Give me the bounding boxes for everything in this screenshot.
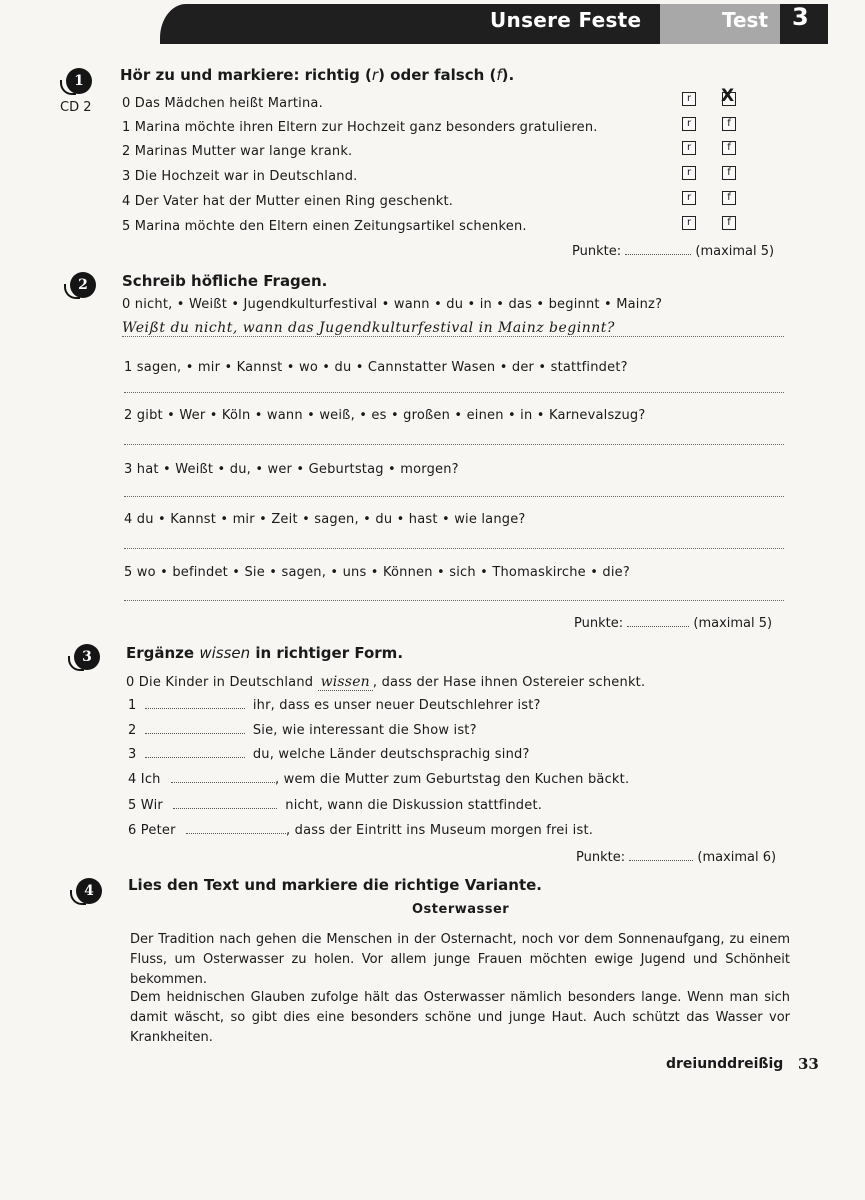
ex3-item-4: 4 Ich , wem die Mutter zum Geburtstag den Kuchen bäckt. xyxy=(128,772,630,787)
ex2-example: 0 nicht, • Weißt • Jugendkulturfestival • wann • du • in • das • beginnt • Mainz? xyxy=(122,297,663,312)
ex1-item-3: 3 Die Hochzeit war in Deutschland. xyxy=(122,169,358,184)
ex2-answer-1[interactable] xyxy=(124,392,784,393)
page-number: 33 xyxy=(798,1055,819,1073)
ex1-points-blank[interactable] xyxy=(625,244,691,255)
ex1-points: Punkte: (maximal 5) xyxy=(572,244,775,259)
test-number: 3 xyxy=(792,3,809,31)
ex3-points: Punkte: (maximal 6) xyxy=(576,850,777,865)
ex3-blank-2[interactable] xyxy=(145,723,245,734)
ex1-5-f-checkbox[interactable]: f xyxy=(722,216,736,230)
test-label: Test xyxy=(722,8,769,32)
ex2-item-2: 2 gibt • Wer • Köln • wann • weiß, • es • großen • einen • in • Karnevalszug? xyxy=(124,408,646,423)
ex2-answer-5[interactable] xyxy=(124,600,784,601)
text-paragraph-1: Der Tradition nach gehen die Menschen in der Osternacht, noch vor dem Sonnenaufgang, zu einem Fluss, um Osterwasser zu holen. Vor allem junge Frauen möchten ewige Jugend und Schönheit bekommen. xyxy=(130,932,790,987)
ex1-item-4: 4 Der Vater hat der Mutter einen Ring geschenkt. xyxy=(122,194,454,209)
ex1-3-r-checkbox[interactable]: r xyxy=(682,166,696,180)
ex3-blank-6[interactable] xyxy=(186,823,286,834)
page-number-word: dreiunddreißig xyxy=(666,1056,784,1072)
ex3-item-1: 1 ihr, dass es unser neuer Deutschlehrer ist? xyxy=(128,698,541,713)
ex2-points: Punkte: (maximal 5) xyxy=(574,616,773,631)
ex1-1-r-checkbox[interactable]: r xyxy=(682,117,696,131)
exercise-3-number: 3 xyxy=(74,644,100,670)
exercise-3-title: Ergänze wissen in richtiger Form. xyxy=(126,644,404,662)
exercise-2-title: Schreib höfliche Fragen. xyxy=(122,272,328,290)
exercise-4-title: Lies den Text und markiere die richtige Variante. xyxy=(128,876,542,894)
ex2-item-4: 4 du • Kannst • mir • Zeit • sagen, • du • hast • wie lange? xyxy=(124,512,526,527)
ex1-0-cross-mark: X xyxy=(721,86,735,106)
ex1-1-f-checkbox[interactable]: f xyxy=(722,117,736,131)
ex3-blank-3[interactable] xyxy=(145,747,245,758)
ex3-blank-4[interactable] xyxy=(171,772,275,783)
ex3-points-blank[interactable] xyxy=(629,850,693,861)
exercise-1-number: 1 xyxy=(66,68,92,94)
text-title: Osterwasser xyxy=(412,902,510,917)
ex1-4-r-checkbox[interactable]: r xyxy=(682,191,696,205)
text-paragraph-2: Dem heidnischen Glauben zufolge hält das Osterwasser nämlich besonders lange. Wenn man sich damit wäscht, so gibt dies eine besonders schöne und junge Haut. Auch schützt das Wasser vor Krankheiten. xyxy=(130,990,790,1045)
ex1-item-0: 0 Das Mädchen heißt Martina. xyxy=(122,96,323,111)
ex1-2-r-checkbox[interactable]: r xyxy=(682,141,696,155)
ex3-example: 0 Die Kinder in Deutschland wissen , dass der Hase ihnen Ostereier schenkt. xyxy=(126,674,646,690)
ex1-0-r-checkbox[interactable]: r xyxy=(682,92,696,106)
exercise-1-title: Hör zu und markiere: richtig (r) oder falsch (f). xyxy=(120,66,515,84)
ex1-4-f-checkbox[interactable]: f xyxy=(722,191,736,205)
exercise-4-number: 4 xyxy=(76,878,102,904)
ex2-example-answer: Weißt du nicht, wann das Jugendkulturfestival in Mainz beginnt? xyxy=(122,320,784,337)
ex3-example-answer: wissen xyxy=(318,674,373,691)
unit-title: Unsere Feste xyxy=(490,8,642,32)
exercise-2-number: 2 xyxy=(70,272,96,298)
ex1-item-2: 2 Marinas Mutter war lange krank. xyxy=(122,144,353,159)
ex1-item-1: 1 Marina möchte ihren Eltern zur Hochzeit ganz besonders gratulieren. xyxy=(122,120,598,135)
cd-label: CD 2 xyxy=(60,100,92,115)
ex3-blank-5[interactable] xyxy=(173,798,277,809)
ex3-blank-1[interactable] xyxy=(145,698,245,709)
ex3-item-6: 6 Peter , dass der Eintritt ins Museum morgen frei ist. xyxy=(128,823,594,838)
ex2-item-5: 5 wo • befindet • Sie • sagen, • uns • Können • sich • Thomaskirche • die? xyxy=(124,565,630,580)
ex2-item-3: 3 hat • Weißt • du, • wer • Geburtstag • morgen? xyxy=(124,462,459,477)
ex3-item-3: 3 du, welche Länder deutschsprachig sind? xyxy=(128,747,530,762)
ex2-answer-2[interactable] xyxy=(124,444,784,445)
ex3-item-2: 2 Sie, wie interessant die Show ist? xyxy=(128,723,477,738)
ex1-2-f-checkbox[interactable]: f xyxy=(722,141,736,155)
ex3-item-5: 5 Wir nicht, wann die Diskussion stattfindet. xyxy=(128,798,543,813)
ex1-item-5: 5 Marina möchte den Eltern einen Zeitungsartikel schenken. xyxy=(122,219,527,234)
ex2-points-blank[interactable] xyxy=(627,616,689,627)
ex2-answer-4[interactable] xyxy=(124,548,784,549)
ex1-3-f-checkbox[interactable]: f xyxy=(722,166,736,180)
ex2-item-1: 1 sagen, • mir • Kannst • wo • du • Cannstatter Wasen • der • stattfindet? xyxy=(124,360,628,375)
ex2-answer-3[interactable] xyxy=(124,496,784,497)
ex1-5-r-checkbox[interactable]: r xyxy=(682,216,696,230)
